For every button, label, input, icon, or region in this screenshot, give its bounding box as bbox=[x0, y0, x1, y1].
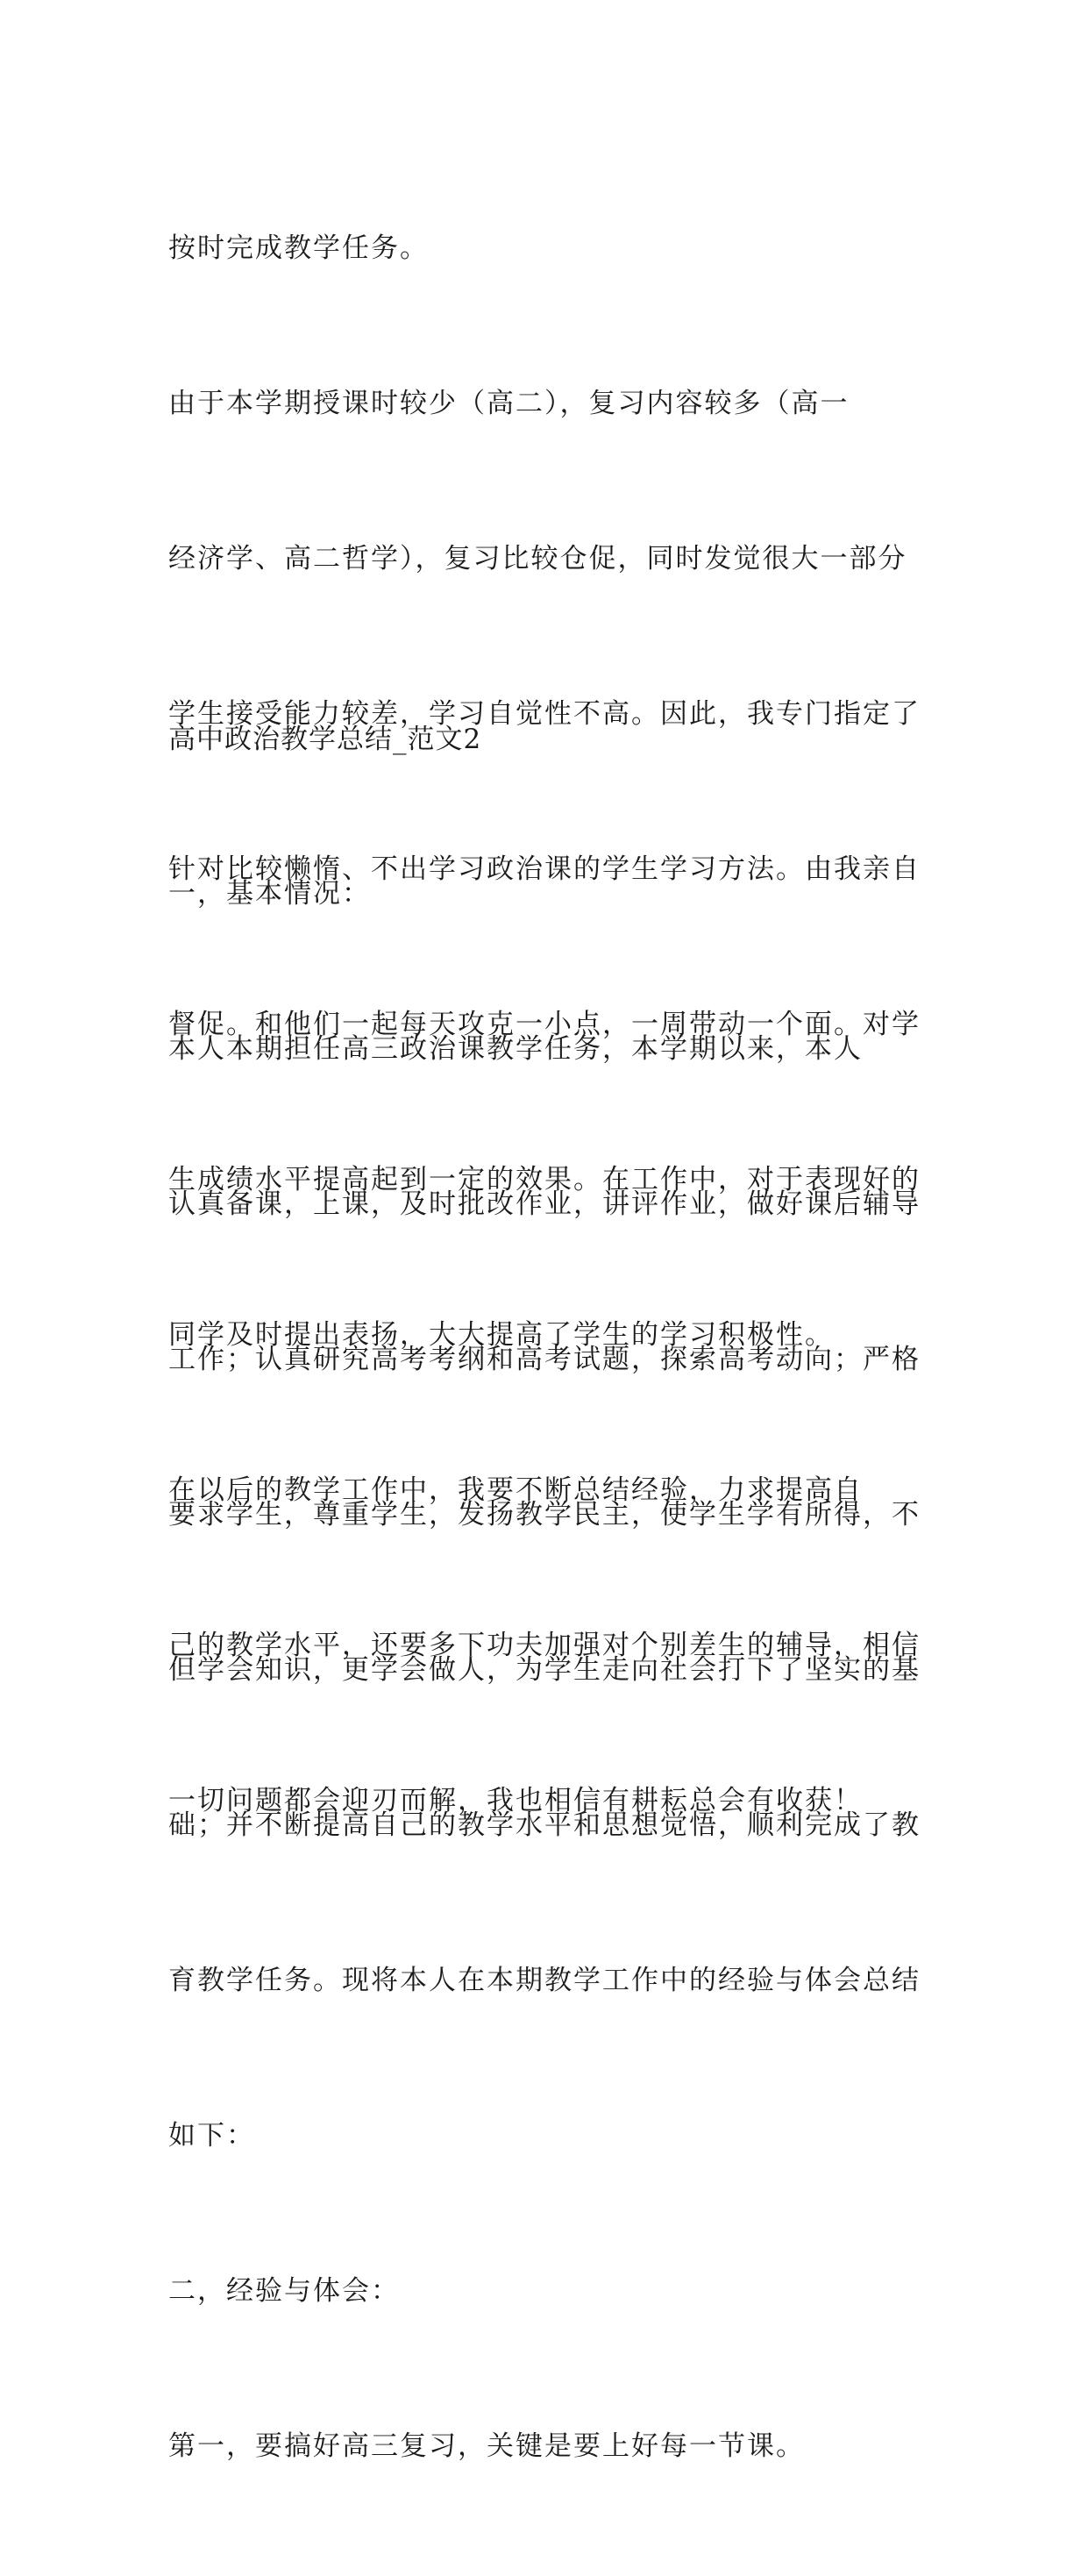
section2-line: 二，经验与体会： bbox=[168, 2275, 400, 2307]
section2-line: 但学会知识，更学会做人，为学生走向社会打下了坚实的基 bbox=[168, 1654, 921, 1686]
section1-line: 同学及时提出表扬，大大提高了学生的学习积极性。 bbox=[168, 1319, 834, 1351]
section2-line: 育教学任务。现将本人在本期教学工作中的经验与体会总结 bbox=[168, 1965, 921, 1996]
section2-line: 第一，要搞好高三复习，关键是要上好每一节课。 bbox=[168, 2430, 805, 2462]
section1-line: 由于本学期授课时较少（高二），复习内容较多（高一 bbox=[168, 388, 850, 419]
section2-line: 认真备课，上课，及时批改作业，讲评作业，做好课后辅导 bbox=[168, 1188, 921, 1220]
section1-line: 针对比较懒惰、不出学习政治课的学生学习方法。由我亲自 bbox=[168, 853, 921, 885]
section2-line: 要求学生，尊重学生，发扬教学民主，使学生学有所得，不 bbox=[168, 1499, 921, 1531]
section2-line: 工作；认真研究高考考纲和高考试题，探索高考动向；严格 bbox=[168, 1344, 921, 1375]
section2-title: 高中政治教学总结_范文2 bbox=[168, 724, 482, 755]
section1-line: 在以后的教学工作中，我要不断总结经验，力求提高自 bbox=[168, 1474, 863, 1506]
section1-line: 生成绩水平提高起到一定的效果。在工作中，对于表现好的 bbox=[168, 1164, 921, 1195]
section1-line: 己的教学水平，还要多下功夫加强对个别差生的辅导，相信 bbox=[168, 1630, 921, 1661]
section1-line: 一切问题都会迎刃而解，我也相信有耕耘总会有收获！ bbox=[168, 1785, 863, 1816]
section1-line: 学生接受能力较差，学习自觉性不高。因此，我专门指定了 bbox=[168, 698, 921, 730]
section2-line: 如下： bbox=[168, 2120, 255, 2151]
section2-line: 一，基本情况： bbox=[168, 878, 371, 910]
section2-line: 本人本期担任高三政治课教学任务，本学期以来，本人 bbox=[168, 1033, 863, 1065]
section1-line: 督促。和他们一起每天攻克一小点，一周带动一个面。对学 bbox=[168, 1009, 921, 1040]
section1-line: 按时完成教学任务。 bbox=[168, 232, 429, 264]
section1-line: 经济学、高二哲学），复习比较仓促，同时发觉很大一部分 bbox=[168, 543, 907, 574]
section2-line: 础；并不断提高自己的教学水平和思想觉悟，顺利完成了教 bbox=[168, 1809, 921, 1841]
section2-body bbox=[168, 765, 922, 2576]
